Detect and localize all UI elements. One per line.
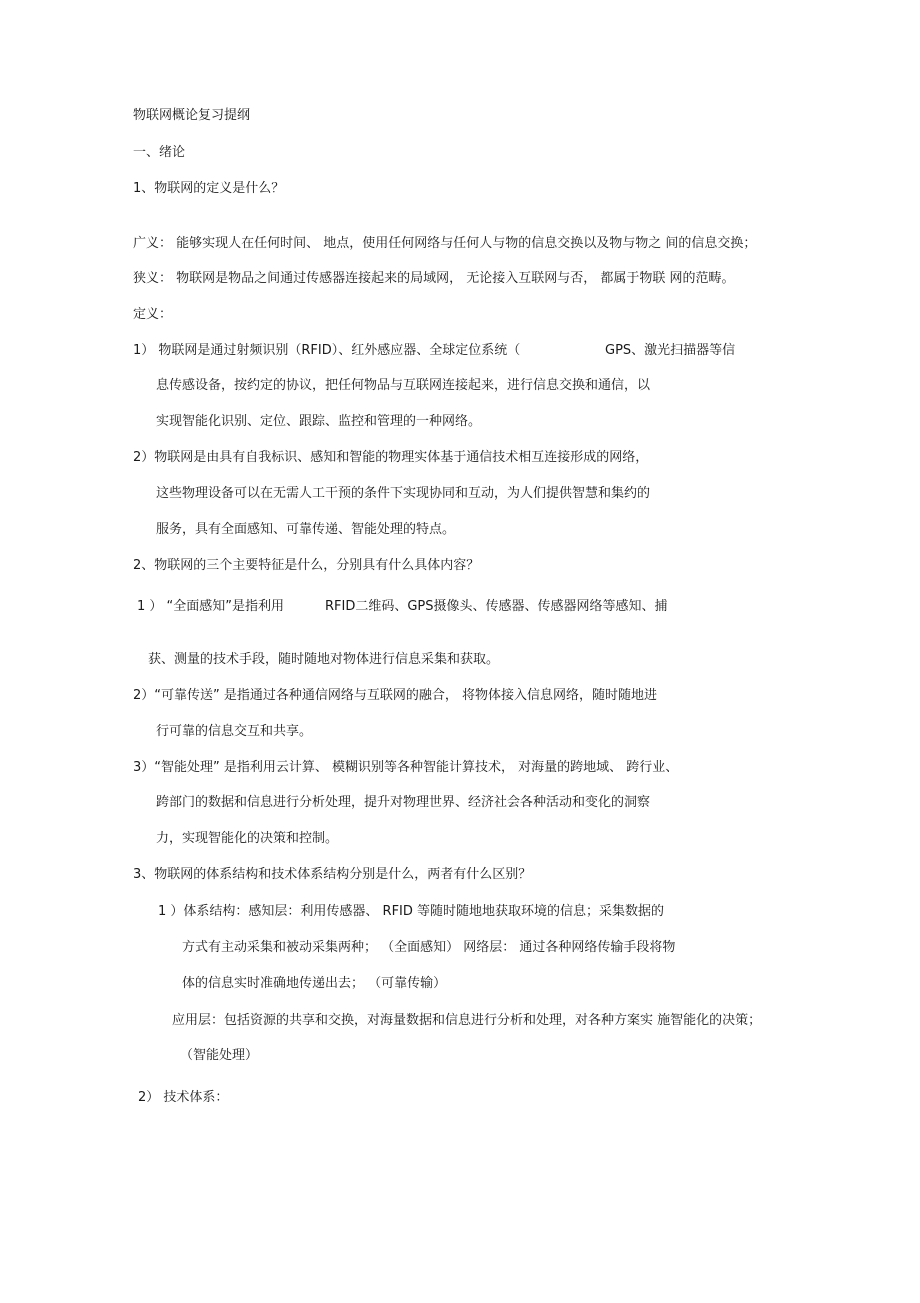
question-1: 1、物联网的定义是什么？ <box>133 181 285 196</box>
question-3: 3、物联网的体系结构和技术体系结构分别是什么，两者有什么区别？ <box>133 867 532 882</box>
feature-3-line-3: 力，实现智能化的决策和控制。 <box>156 831 339 846</box>
answer-2: 2） 技术体系： <box>138 1090 229 1105</box>
feature-2-line-2: 行可靠的信息交互和共享。 <box>156 724 313 739</box>
definition-1-line-3: 实现智能化识别、定位、跟踪、监控和管理的一种网络。 <box>156 414 482 429</box>
section-heading: 一、绪论 <box>133 145 186 160</box>
definition-2-line-2: 这些物理设备可以在无需人工干预的条件下实现协同和互动，为人们提供智慧和集约的 <box>156 486 651 501</box>
feature-3-line-2: 跨部门的数据和信息进行分析处理，提升对物理世界、经济社会各种活动和变化的洞察 <box>156 795 651 810</box>
feature-2-line-1: 2）“可靠传送” 是指通过各种通信网络与互联网的融合， 将物体接入信息网络，随时随地进 <box>133 688 658 703</box>
feature-1-line-1-tech: RFID二维码、GPS摄像头、传感器、传感器网络等感知、捕 <box>325 599 668 614</box>
definition-2-line-1: 2）物联网是由具有自我标识、感知和智能的物理实体基于通信技术相互连接形成的网络， <box>133 450 649 465</box>
narrow-definition: 狭义： 物联网是物品之间通过传感器连接起来的局域网， 无论接入互联网与否， 都属于物联 网的范畴。 <box>133 271 735 286</box>
answer-1-line-1: 1 ）体系结构：感知层：利用传感器、 RFID 等随时随地地获取环境的信息；采集数据的 <box>158 904 665 919</box>
definition-1-line-2: 息传感设备，按约定的协议，把任何物品与互联网连接起来，进行信息交换和通信，以 <box>156 378 651 393</box>
answer-1-line-4: 应用层：包括资源的共享和交换，对海量数据和信息进行分析和处理，对各种方案实 施智能化的决策； <box>172 1013 762 1028</box>
document-title: 物联网概论复习提纲 <box>133 108 251 123</box>
feature-1-line-1: 1 ） “全面感知”是指利用 <box>137 599 285 614</box>
question-2: 2、物联网的三个主要特征是什么，分别具有什么具体内容？ <box>133 558 480 573</box>
answer-1-line-2: 方式有主动采集和被动采集两种； （全面感知） 网络层： 通过各种网络传输手段将物 <box>182 940 676 955</box>
feature-1-line-2: 获、测量的技术手段，随时随地对物体进行信息采集和获取。 <box>148 652 500 667</box>
definition-1-line-1: 1） 物联网是通过射频识别（RFID）、红外感应器、全球定位系统（ <box>133 343 521 358</box>
definition-2-line-3: 服务，具有全面感知、可靠传递、智能处理的特点。 <box>156 522 456 537</box>
definition-label: 定义： <box>133 307 173 322</box>
answer-1-line-5: （智能处理） <box>180 1048 259 1063</box>
broad-definition: 广义： 能够实现人在任何时间、 地点，使用任何网络与任何人与物的信息交换以及物与物之 间的信息交换； <box>133 236 757 251</box>
feature-3-line-1: 3）“智能处理” 是指利用云计算、 模糊识别等各种智能计算技术， 对海量的跨地域、 跨行业、 <box>133 760 679 775</box>
definition-1-line-1-gps: GPS、激光扫描器等信 <box>605 343 736 358</box>
answer-1-line-3: 体的信息实时准确地传递出去； （可靠传输） <box>182 976 447 991</box>
